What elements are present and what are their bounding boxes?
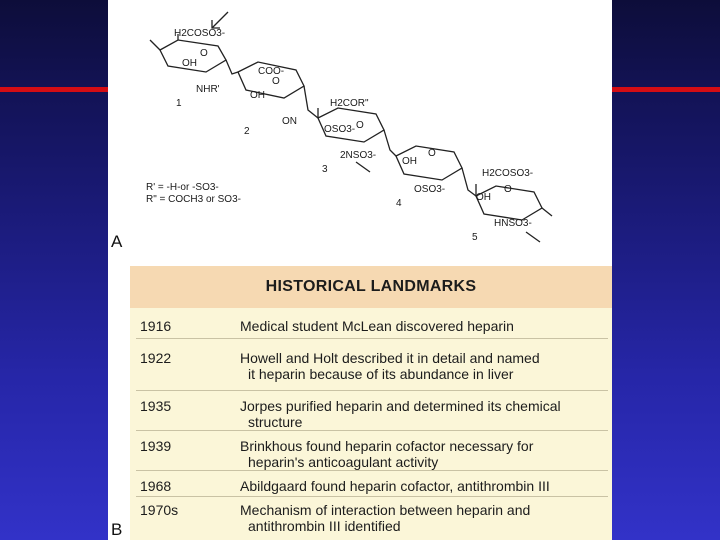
ring-o-label: O xyxy=(504,184,512,195)
ring-number-3: 3 xyxy=(322,164,328,175)
row-text xyxy=(240,398,608,430)
g4-oso3-label: OSO3- xyxy=(414,184,446,195)
row-line: Brinkhous found heparin cofactor necessary for xyxy=(240,438,534,454)
row-text xyxy=(240,350,608,382)
row-year: 1968 xyxy=(140,478,172,494)
ring-number-2: 2 xyxy=(244,126,250,137)
row-line: Mechanism of interaction between heparin and xyxy=(240,502,531,518)
linkage-4-5 xyxy=(462,168,476,196)
g5-top-label: H2COSO3- xyxy=(482,168,534,179)
g1-oh-label: OH xyxy=(182,58,197,69)
ring-number-1: 1 xyxy=(176,98,182,109)
row-divider xyxy=(136,430,608,431)
linkage-1-2 xyxy=(226,60,238,74)
row-year: 1935 xyxy=(140,398,172,414)
ring-o-label: O xyxy=(356,120,364,131)
row-text xyxy=(240,502,608,534)
row-line-cont: it heparin because of its abundance in liver xyxy=(248,366,514,382)
row-divider xyxy=(136,470,608,471)
row-year: 1939 xyxy=(140,438,172,454)
row-line: Jorpes purified heparin and determined its chemical xyxy=(240,398,561,414)
g3-top-label: H2COR" xyxy=(330,98,369,109)
row-divider xyxy=(136,338,608,339)
row-year: 1970s xyxy=(140,502,179,518)
g2-coo-label: COO- xyxy=(258,66,285,77)
heparin-structure-diagram xyxy=(108,0,612,262)
g3-oso3-label: OSO3- xyxy=(324,124,356,135)
ring-o-label: O xyxy=(200,48,208,59)
linkage-3-4 xyxy=(384,130,396,156)
g1-nhr-label: NHR' xyxy=(196,84,220,95)
row-text xyxy=(240,318,608,334)
row-text xyxy=(240,438,608,470)
row-line: Medical student McLean discovered heparin xyxy=(240,318,514,334)
legend-r-prime: R' = -H-or -SO3- xyxy=(146,182,219,193)
row-line-cont: structure xyxy=(248,414,303,430)
g2-on-label: ON xyxy=(282,116,297,127)
row-line-cont: heparin's anticoagulant activity xyxy=(248,454,439,470)
g5-oh-label: OH xyxy=(476,192,491,203)
panel-b-label: B xyxy=(111,520,123,539)
slide-content-panel xyxy=(108,0,612,540)
ring-o-label: O xyxy=(428,148,436,159)
legend-r-double-prime: R" = COCH3 or SO3- xyxy=(146,194,241,205)
g2-oh-label: OH xyxy=(250,90,265,101)
table-title: HISTORICAL LANDMARKS xyxy=(130,266,612,308)
g5-hnso3-label: HNSO3- xyxy=(494,218,532,229)
ring-number-5: 5 xyxy=(472,232,478,243)
g3-nso3-label: 2NSO3- xyxy=(340,150,377,161)
row-line: Howell and Holt described it in detail and named xyxy=(240,350,540,366)
historical-landmarks-table xyxy=(130,266,612,540)
g1-top-label: H2COSO3- xyxy=(174,28,226,39)
row-year: 1916 xyxy=(140,318,172,334)
g4-oh-label: OH xyxy=(402,156,417,167)
panel-a-label: A xyxy=(111,232,123,251)
row-text xyxy=(240,478,608,494)
row-line: Abildgaard found heparin cofactor, antithrombin III xyxy=(240,478,550,494)
linkage-2-3 xyxy=(304,86,318,118)
row-divider xyxy=(136,496,608,497)
ring-number-4: 4 xyxy=(396,198,402,209)
row-line-cont: antithrombin III identified xyxy=(248,518,401,534)
ring-o-label: O xyxy=(272,76,280,87)
row-year: 1922 xyxy=(140,350,172,366)
row-divider xyxy=(136,390,608,391)
